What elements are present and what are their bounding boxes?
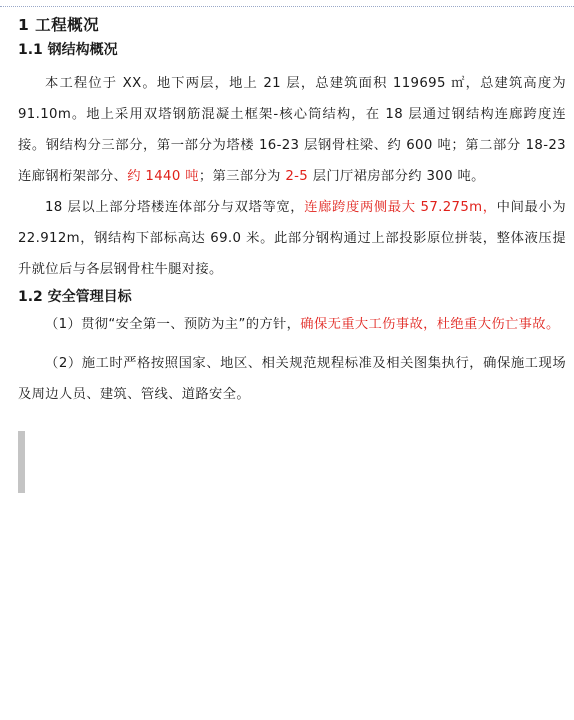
section-heading: 1 工程概况 [18,16,100,34]
paragraph-text: （1）贯彻“安全第一、预防为主”的方针， [45,317,301,332]
paragraph-connection-span [18,192,566,285]
highlight-text: 约 1440 吨 [127,169,199,184]
paragraph-text: 18 层以上部分塔楼连体部分与双塔等宽， [45,200,305,215]
paragraph-steel-overview [18,68,566,192]
paragraph-text: ；第三部分为 [198,169,286,184]
highlight-text: 2-5 [285,169,309,184]
subsection-heading-1-2: 1.2 安全管理目标 [18,289,132,305]
paragraph-text: 本工程位于 XX。地下两层，地上 21 层，总建筑面积 119695 ㎡，总建筑高度为 91.10m。地上采用双塔钢筋混凝土框架-核心筒结构，在 18 层通过钢结构连廊跨度连接。钢结构分三部分，第一部分为塔楼 16-23 层钢骨柱梁、约 600 吨；第二部分 18-23 连廊钢桁架部分、 [18,76,566,184]
text-cursor-bar[interactable] [18,431,25,493]
paragraph-text: （2）施工时严格按照国家、地区、相关规范规程标准及相关图集执行，确保施工现场及周边人员、建筑、管线、道路安全。 [18,356,566,402]
paragraph-text: 中间最小为 22.912m，钢结构下部标高达 69.0 米。此部分钢构通过上部投影原位拼装，整体液压提升就位后与各层钢骨柱牛腿对接。 [18,200,566,277]
list-item-safety-policy [18,309,566,340]
page-top-border [0,0,574,7]
document-page [18,12,566,410]
highlight-text: 连廊跨度两侧最大 57.275m， [304,200,497,215]
subsection-heading-1-1: 1.1 钢结构概况 [18,42,118,58]
list-item-construction-standards [18,348,566,410]
paragraph-text: 层门厅裙房部分约 300 吨。 [308,169,485,184]
highlight-text: 确保无重大工伤事故，杜绝重大伤亡事故。 [300,317,560,332]
